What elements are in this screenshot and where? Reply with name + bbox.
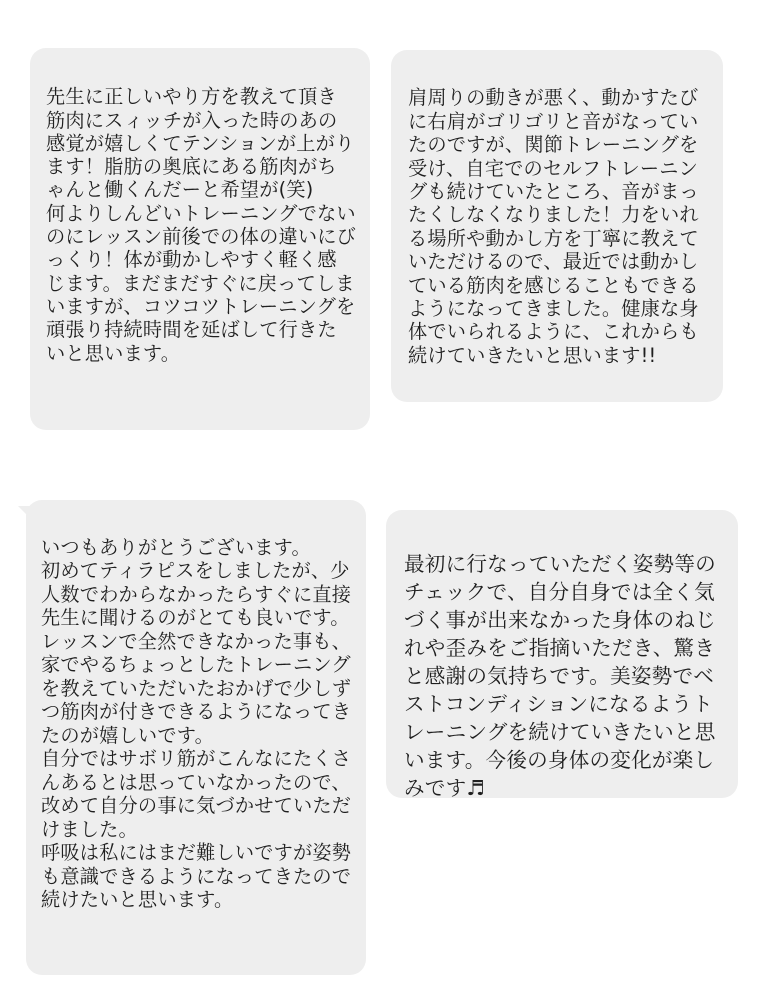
- message-bubble-1: [30, 48, 370, 430]
- message-text-1: 先生に正しいやり方を教えて頂き筋肉にスィッチが入った時のあの感覚が嬉しくてテンションが上がります！脂肪の奥底にある筋肉がちゃんと働くんだーと希望が(笑) 何よりしんどいトレーニングでないのにレッスン前後での体の違いにびっくり！体が動かしやすく軽く感じます。まだまだすぐに戻ってしまいますが、コツコツトレーニングを頑張り持続時間を延ばして行きたいと思います。: [46, 85, 357, 365]
- message-text-3: いつもありがとうございます。 初めてティラピスをしましたが、少人数でわからなかったらすぐに直接先生に聞けるのがとても良いです。レッスンで全然できなかった事も、家でやるちょっとしたトレーニングを教えていただいたおかげで少しずつ筋肉が付きできるようになってきたのが嬉しいです。 自分ではサボリ筋がこんなにたくさんあるとは思っていなかったので、改めて自分の事に気づかせていただけました。 呼吸は私にはまだ難しいですが姿勢も意識できるようになってきたので続けたいと思います。: [41, 535, 352, 911]
- message-bubble-3: [26, 500, 366, 975]
- message-bubble-4: [386, 510, 738, 798]
- message-bubble-2: [391, 50, 723, 402]
- message-text-2: 肩周りの動きが悪く、動かすたびに右肩がゴリゴリと音がなっていたのですが、関節トレーニングを受け、自宅でのセルフトレーニングも続けていたところ、音がまったくしなくなりました！力をいれる場所や動かし方を丁寧に教えていただけるので、最近では動かしている筋肉を感じることもできるようになってきました。健康な身体でいられるように、これからも続けていきたいと思います!!: [408, 86, 699, 367]
- message-text-4: 最初に行なっていただく姿勢等のチェックで、自分自身では全く気づく事が出来なかった身体のねじれや歪みをご指摘いただき、驚きと感謝の気持ちです。美姿勢でベストコンディションになるようトレーニングを続けていきたいと思います。今後の身体の変化が楽しみです♬: [404, 552, 716, 798]
